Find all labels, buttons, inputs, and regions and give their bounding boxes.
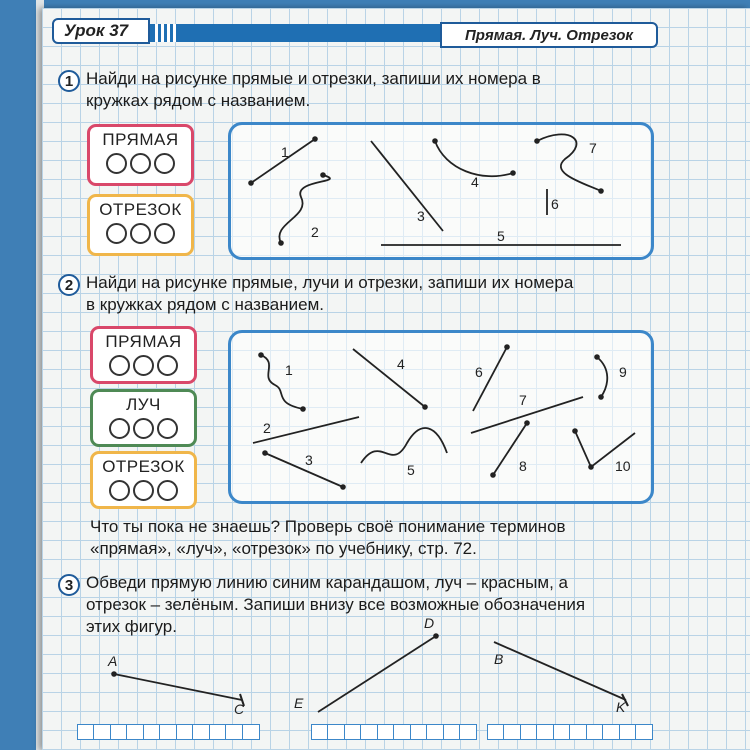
answer-cells-2[interactable] <box>312 724 477 740</box>
figure-number: 2 <box>311 224 319 240</box>
figure-number: 4 <box>397 356 405 372</box>
task1-text-line1: Найди на рисунке прямые и отрезки, запиши их номера в <box>86 69 541 88</box>
point-label: D <box>424 615 435 631</box>
figure-number: 1 <box>281 144 289 160</box>
figure-ed[interactable] <box>318 636 436 712</box>
figure-number: 9 <box>619 364 627 380</box>
answer-cells-3[interactable] <box>488 724 653 740</box>
figure-number: 7 <box>519 392 527 408</box>
figure-number: 3 <box>305 452 313 468</box>
task1-number: 1 <box>58 70 80 92</box>
figure-number: 7 <box>589 140 597 156</box>
task2-ray-label: ЛУЧ <box>126 395 161 414</box>
note-line1: Что ты пока не знаешь? Проверь своё понимание терминов <box>90 517 566 536</box>
figure-number: 5 <box>497 228 505 244</box>
point-label: C <box>234 701 245 717</box>
point-label: K <box>616 699 626 715</box>
answer-cells-1[interactable] <box>78 724 260 740</box>
figure-number: 10 <box>615 458 631 474</box>
figure-number: 5 <box>407 462 415 478</box>
task3-text-line3: этих фигур. <box>86 617 177 636</box>
figure-ac[interactable] <box>114 674 242 700</box>
task3-text-line2: отрезок – зелёным. Запиши внизу все возможные обозначения <box>86 595 586 614</box>
figure-number: 3 <box>417 208 425 224</box>
task3-number: 3 <box>58 574 80 596</box>
task3-text-line1: Обведи прямую линию синим карандашом, луч – красным, а <box>86 573 568 592</box>
point-label: B <box>494 651 504 667</box>
task2-segment-label: ОТРЕЗОК <box>102 457 185 476</box>
figure-number: 2 <box>263 420 271 436</box>
task1-segment-label: ОТРЕЗОК <box>99 200 182 219</box>
task2-number: 2 <box>58 274 80 296</box>
topic-title: Прямая. Луч. Отрезок <box>440 22 658 48</box>
figure-number: 4 <box>471 174 479 190</box>
task2-text-line2: в кружках рядом с названием. <box>86 295 324 314</box>
task2-line-label: ПРЯМАЯ <box>105 332 182 351</box>
lesson-title: Урок 37 <box>52 18 150 44</box>
point-label: E <box>294 695 304 711</box>
task1-line-label: ПРЯМАЯ <box>102 130 179 149</box>
note-line2: «прямая», «луч», «отрезок» по учебнику, стр. 72. <box>90 539 477 558</box>
task2-text-line1: Найди на рисунке прямые, лучи и отрезки, запиши их номера <box>86 273 574 292</box>
figure-number: 6 <box>551 196 559 212</box>
figure-number: 8 <box>519 458 527 474</box>
point-label: A <box>108 653 118 669</box>
figure-number: 6 <box>475 364 483 380</box>
figure-bk[interactable] <box>494 642 626 700</box>
figure-number: 1 <box>285 362 293 378</box>
task1-text-line2: кружках рядом с названием. <box>86 91 311 110</box>
